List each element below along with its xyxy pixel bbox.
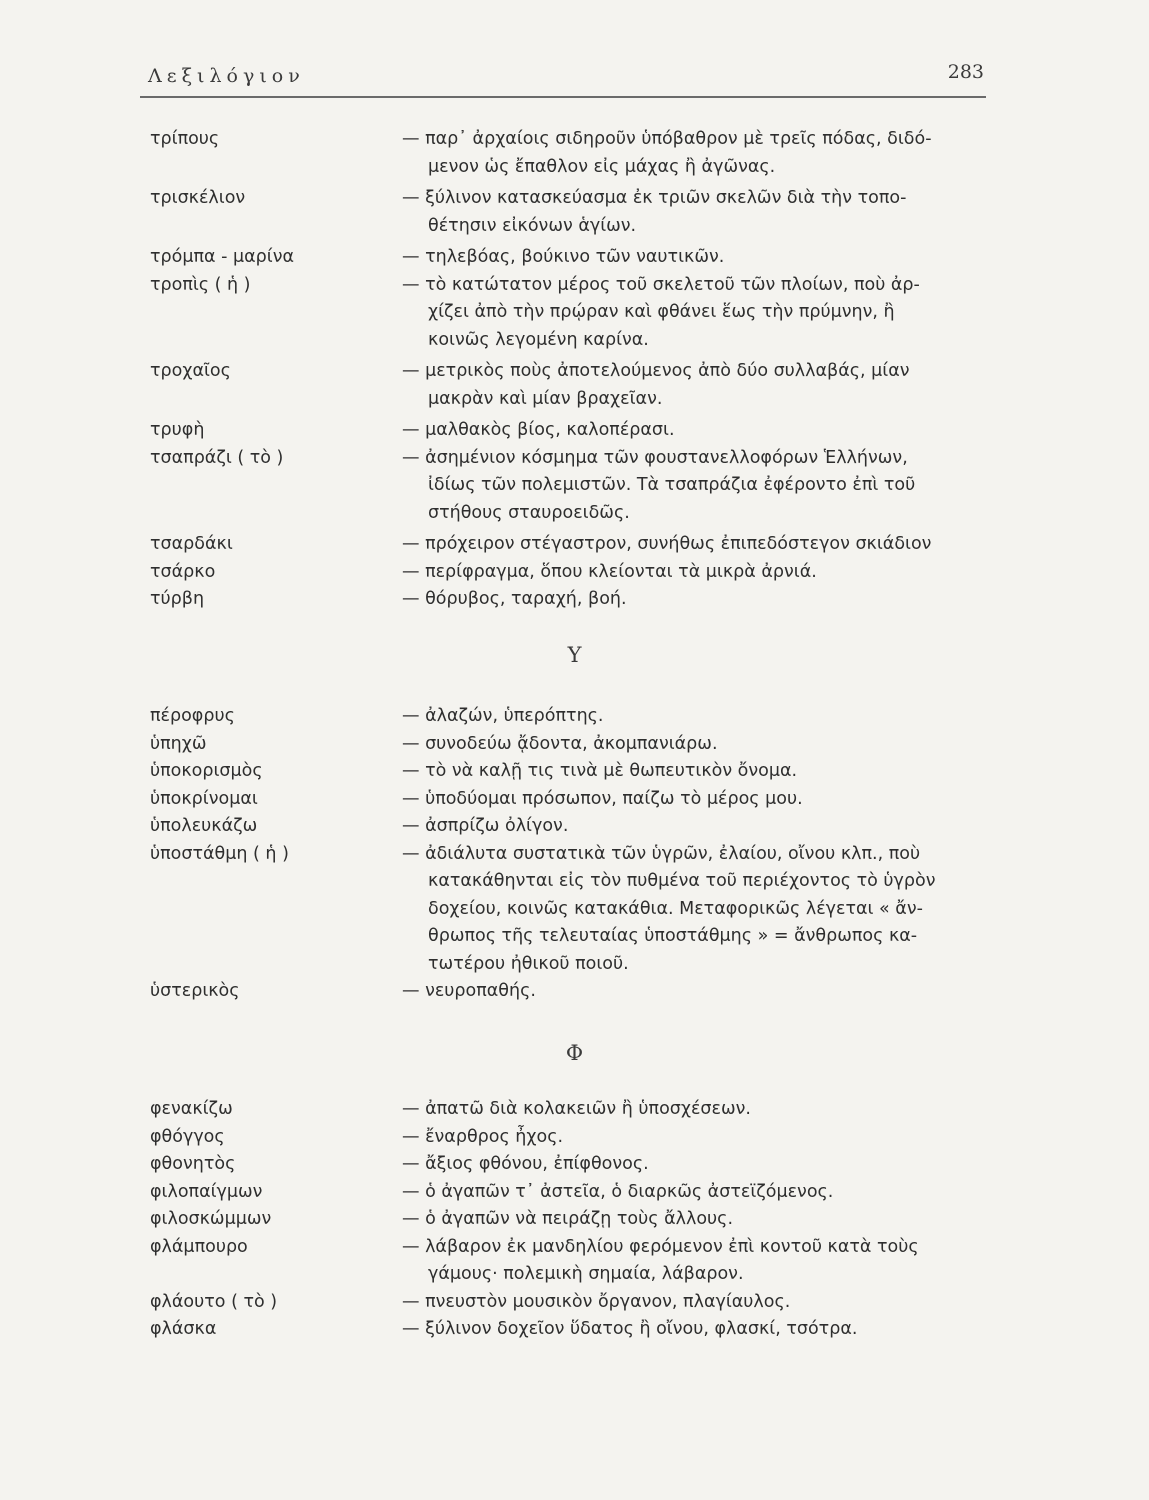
entry-definition bbox=[402, 978, 992, 1006]
glossary-section-phi bbox=[0, 1096, 1149, 1344]
definition-line: — περίφραγμα, ὅπου κλείονται τὰ μικρὰ ἀρνιά. bbox=[402, 561, 817, 582]
entry-definition bbox=[402, 786, 992, 814]
entry-term: τροχαῖος bbox=[150, 361, 231, 381]
definition-line: — ἄξιος φθόνου, ἐπίφθονος. bbox=[402, 1154, 649, 1174]
entry-definition bbox=[402, 244, 992, 272]
entry-definition bbox=[402, 1234, 992, 1289]
entry-definition bbox=[402, 358, 992, 413]
entry-term: φλάσκα bbox=[150, 1319, 217, 1339]
glossary-entry bbox=[0, 185, 1149, 240]
entry-term: τρίπους bbox=[150, 129, 220, 149]
entry-term: φθόγγος bbox=[150, 1126, 225, 1147]
entry-definition bbox=[402, 1316, 992, 1344]
definition-line: — ἀπατῶ διὰ κολακειῶν ἢ ὑποσχέσεων. bbox=[402, 1099, 751, 1119]
glossary-entry bbox=[0, 445, 1149, 528]
entry-term: τρυφὴ bbox=[150, 420, 205, 440]
entry-term: τσαπράζι ( τὸ ) bbox=[150, 447, 284, 468]
entry-term: τρισκέλιον bbox=[150, 188, 246, 208]
entry-term: ὑποστάθμη ( ἡ ) bbox=[150, 843, 289, 864]
glossary-entry bbox=[0, 358, 1149, 413]
definition-line: — ἀσημένιον κόσμημα τῶν φουστανελλοφόρων Ἑλλήνων, bbox=[402, 447, 908, 468]
definition-line: — νευροπαθής. bbox=[402, 981, 536, 1001]
glossary-entry bbox=[0, 1124, 1149, 1152]
definition-line: γάμους· πολεμικὴ σημαία, λάβαρον. bbox=[428, 1264, 744, 1284]
running-title: Λεξιλόγιον bbox=[148, 65, 305, 87]
entry-definition bbox=[402, 272, 992, 355]
entry-definition bbox=[402, 758, 992, 786]
definition-line: — ἀδιάλυτα συστατικὰ τῶν ὑγρῶν, ἐλαίου, οἴνου κλπ., ποὺ bbox=[402, 843, 921, 864]
entry-term: τσαρδάκι bbox=[150, 534, 233, 554]
entry-term: φθονητὸς bbox=[150, 1154, 236, 1174]
definition-line: στήθους σταυροειδῶς. bbox=[428, 502, 630, 523]
glossary-entry bbox=[0, 559, 1149, 587]
glossary-entry bbox=[0, 786, 1149, 814]
glossary-entry bbox=[0, 272, 1149, 355]
section-letter-upsilon: Υ bbox=[567, 643, 582, 667]
definition-line: — μετρικὸς ποὺς ἀποτελούμενος ἀπὸ δύο συλλαβάς, μίαν bbox=[402, 361, 910, 381]
glossary-entry bbox=[0, 1316, 1149, 1344]
entry-definition bbox=[402, 185, 992, 240]
entry-term: φενακίζω bbox=[150, 1099, 233, 1119]
glossary-entry bbox=[0, 244, 1149, 272]
definition-line: — ἔναρθρος ἦχος. bbox=[402, 1126, 564, 1147]
entry-term: τροπὶς ( ἡ ) bbox=[150, 274, 251, 295]
entry-definition bbox=[402, 531, 992, 559]
definition-line: — τὸ κατώτατον μέρος τοῦ σκελετοῦ τῶν πλοίων, ποὺ ἀρ- bbox=[402, 274, 920, 295]
entry-definition bbox=[402, 813, 992, 841]
definition-line: μακρὰν καὶ μίαν βραχεῖαν. bbox=[428, 388, 663, 409]
definition-line: — τὸ νὰ καλῇ τις τινὰ μὲ θωπευτικὸν ὄνομα. bbox=[402, 761, 798, 781]
entry-definition bbox=[402, 586, 992, 614]
glossary-entry bbox=[0, 731, 1149, 759]
definition-line: — ξύλινον δοχεῖον ὕδατος ἢ οἴνου, φλασκί, τσότρα. bbox=[402, 1319, 858, 1339]
definition-line: κοινῶς λεγομένη καρίνα. bbox=[428, 329, 649, 350]
entry-term: πέροφρυς bbox=[150, 706, 235, 726]
glossary-section-t bbox=[0, 126, 1149, 614]
definition-line: — ὑποδύομαι πρόσωπον, παίζω τὸ μέρος μου. bbox=[402, 788, 803, 809]
definition-line: — παρ᾽ ἀρχαίοις σιδηροῦν ὑπόβαθρον μὲ τρεῖς πόδας, διδό- bbox=[402, 129, 932, 149]
entry-definition bbox=[402, 445, 992, 528]
definition-line: χίζει ἀπὸ τὴν πρῴραν καὶ φθάνει ἕως τὴν πρύμνην, ἢ bbox=[428, 302, 895, 322]
entry-definition bbox=[402, 703, 992, 731]
entry-definition bbox=[402, 1206, 992, 1234]
page-header bbox=[148, 55, 984, 95]
entry-definition bbox=[402, 1096, 992, 1124]
entry-term: φλάουτο ( τὸ ) bbox=[150, 1291, 278, 1312]
definition-line: — θόρυβος, ταραχή, βοή. bbox=[402, 589, 627, 609]
entry-definition bbox=[402, 559, 992, 587]
entry-term: ὑπολευκάζω bbox=[150, 816, 258, 836]
glossary-entry bbox=[0, 126, 1149, 181]
entry-term: ὑποκορισμὸς bbox=[150, 761, 263, 781]
glossary-entry bbox=[0, 1234, 1149, 1289]
definition-line: δοχείου, κοινῶς κατακάθια. Μεταφορικῶς λέγεται « ἄν- bbox=[428, 898, 923, 919]
glossary-entry bbox=[0, 841, 1149, 979]
definition-line: — ἀσπρίζω ὀλίγον. bbox=[402, 816, 569, 836]
entry-term: τσάρκο bbox=[150, 561, 216, 582]
entry-definition bbox=[402, 1289, 992, 1317]
definition-line: τωτέρου ἠθικοῦ ποιοῦ. bbox=[428, 953, 629, 974]
header-rule bbox=[140, 96, 986, 98]
definition-line: — ὁ ἀγαπῶν τ᾽ ἀστεῖα, ὁ διαρκῶς ἀστεϊζόμενος. bbox=[402, 1181, 834, 1202]
definition-line: — συνοδεύω ᾄδοντα, ἀκομπανιάρω. bbox=[402, 733, 718, 754]
definition-line: — τηλεβόας, βούκινο τῶν ναυτικῶν. bbox=[402, 247, 725, 267]
glossary-entry bbox=[0, 417, 1149, 445]
definition-line: — πρόχειρον στέγαστρον, συνήθως ἐπιπεδόστεγον σκιάδιον bbox=[402, 534, 932, 554]
glossary-entry bbox=[0, 813, 1149, 841]
glossary-entry bbox=[0, 1289, 1149, 1317]
definition-line: — ἀλαζών, ὑπερόπτης. bbox=[402, 706, 604, 726]
entry-definition bbox=[402, 841, 992, 979]
glossary-entry bbox=[0, 758, 1149, 786]
section-letter-phi: Φ bbox=[565, 1041, 584, 1065]
definition-line: θέτησιν εἰκόνων ἁγίων. bbox=[428, 215, 637, 236]
entry-term: ὑποκρίνομαι bbox=[150, 788, 258, 809]
entry-term: φιλοσκώμμων bbox=[150, 1209, 272, 1229]
glossary-entry bbox=[0, 1179, 1149, 1207]
definition-line: — πνευστὸν μουσικὸν ὄργανον, πλαγίαυλος. bbox=[402, 1291, 791, 1312]
glossary-entry bbox=[0, 978, 1149, 1006]
entry-definition bbox=[402, 1179, 992, 1207]
glossary-entry bbox=[0, 1096, 1149, 1124]
glossary-entry bbox=[0, 703, 1149, 731]
glossary-entry bbox=[0, 1151, 1149, 1179]
definition-line: — ξύλινον κατασκεύασμα ἐκ τριῶν σκελῶν διὰ τὴν τοπο- bbox=[402, 188, 907, 208]
entry-definition bbox=[402, 731, 992, 759]
glossary-entry bbox=[0, 586, 1149, 614]
entry-term: ὑπηχῶ bbox=[150, 733, 207, 754]
definition-line: ἰδίως τῶν πολεμιστῶν. Τὰ τσαπράζια ἐφέροντο ἐπὶ τοῦ bbox=[428, 475, 916, 495]
glossary-entry bbox=[0, 531, 1149, 559]
definition-line: κατακάθηνται εἰς τὸν πυθμένα τοῦ περιέχοντος τὸ ὑγρὸν bbox=[428, 871, 936, 891]
entry-definition bbox=[402, 126, 992, 181]
glossary-section-upsilon bbox=[0, 703, 1149, 1006]
definition-line: — ὁ ἀγαπῶν νὰ πειράζῃ τοὺς ἄλλους. bbox=[402, 1209, 734, 1229]
definition-line: μενον ὡς ἔπαθλον εἰς μάχας ἢ ἀγῶνας. bbox=[428, 156, 776, 177]
entry-term: ὑστερικὸς bbox=[150, 981, 240, 1001]
page-number: 283 bbox=[947, 61, 984, 83]
entry-term: τρόμπα - μαρίνα bbox=[150, 247, 295, 267]
entry-term: φιλοπαίγμων bbox=[150, 1181, 263, 1202]
entry-term: τύρβη bbox=[150, 589, 205, 609]
definition-line: — μαλθακὸς βίος, καλοπέρασι. bbox=[402, 420, 675, 440]
entry-definition bbox=[402, 1151, 992, 1179]
glossary-entry bbox=[0, 1206, 1149, 1234]
definition-line: — λάβαρον ἐκ μανδηλίου φερόμενον ἐπὶ κοντοῦ κατὰ τοὺς bbox=[402, 1236, 919, 1257]
entry-term: φλάμπουρο bbox=[150, 1236, 248, 1257]
entry-definition bbox=[402, 1124, 992, 1152]
entry-definition bbox=[402, 417, 992, 445]
definition-line: θρωπος τῆς τελευταίας ὑποστάθμης » = ἄνθρωπος κα- bbox=[428, 926, 918, 946]
